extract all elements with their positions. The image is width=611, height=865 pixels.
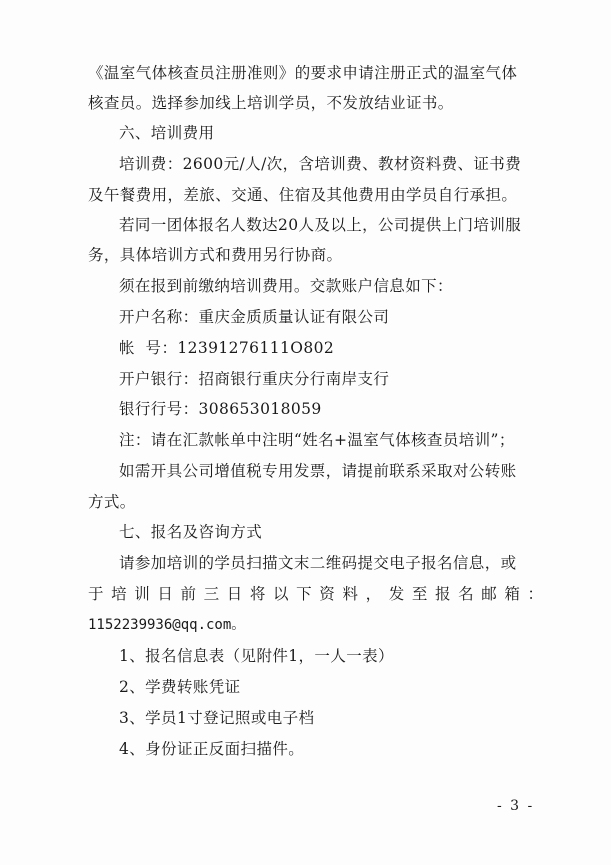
- text-line-send-materials: 于培训日前三日将以下资料，发至报名邮箱：: [88, 585, 543, 603]
- list-item-registration-form: 1、报名信息表（见附件1，一人一表）: [119, 647, 394, 665]
- text-line-group-training: 若同一团体报名人数达20人及以上，公司提供上门培训服: [119, 216, 522, 234]
- account-name: 开户名称：重庆金质质量认证有限公司: [119, 308, 390, 326]
- text-line-remittance-note: 注：请在汇款帐单中注明“姓名+温室气体核查员培训”；: [119, 431, 515, 449]
- list-item-id-scan: 4、身份证正反面扫描件。: [119, 740, 305, 758]
- text-line-fee-other-costs: 及午餐费用，差旅、交通、住宿及其他费用由学员自行承担。: [88, 186, 518, 204]
- page-number: - 3 -: [497, 798, 535, 814]
- list-item-photo: 3、学员1寸登记照或电子档: [119, 709, 315, 727]
- account-number: 帐 号：12391276111O802: [119, 339, 335, 357]
- section-heading-registration: 七、报名及咨询方式: [119, 523, 263, 541]
- text-line-group-negotiation: 务，具体培训方式和费用另行协商。: [88, 246, 343, 264]
- registration-email: 1152239936@qq.com。: [88, 617, 246, 633]
- list-item-payment-proof: 2、学费转账凭证: [119, 678, 241, 696]
- text-line-payment-notice: 须在报到前缴纳培训费用。交款账户信息如下：: [119, 277, 453, 295]
- account-bank: 开户银行：招商银行重庆分行南岸支行: [119, 370, 390, 388]
- text-line-invoice-note: 如需开具公司增值税专用发票，请提前联系采取对公转账: [119, 462, 517, 480]
- section-heading-training-fee: 六、培训费用: [119, 124, 215, 142]
- text-line-fee-amount: 培训费：2600元/人/次，含培训费、教材资料费、证书费: [119, 155, 522, 173]
- bank-code: 银行行号：308653018059: [119, 400, 322, 418]
- text-line-regulation-requirement: 《温室气体核查员注册准则》的要求申请注册正式的温室气体: [88, 64, 518, 82]
- text-line-invoice-method: 方式。: [88, 493, 136, 511]
- text-line-no-certificate: 核查员。选择参加线上培训学员，不发放结业证书。: [88, 94, 454, 112]
- text-line-scan-qr: 请参加培训的学员扫描文末二维码提交电子报名信息，或: [119, 554, 517, 572]
